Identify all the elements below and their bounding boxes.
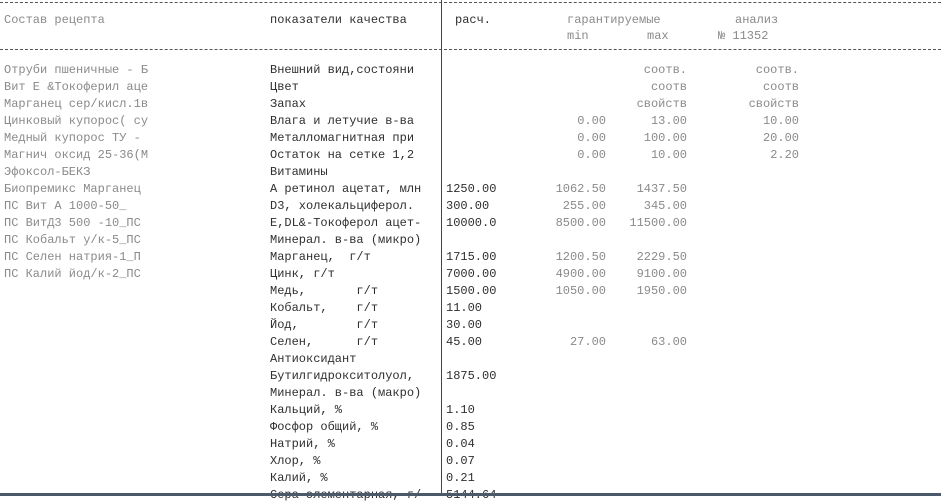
quality-name: Фосфор общий, % — [270, 420, 379, 434]
max-value — [612, 453, 687, 469]
analysis-value — [712, 368, 799, 384]
min-value — [530, 402, 606, 418]
quality-name: Антиоксидант — [270, 352, 357, 366]
calc-value: 7000.00 — [446, 267, 497, 281]
calc-value: 1500.00 — [446, 284, 497, 298]
max-value — [612, 300, 687, 316]
composition-item: ПС Калий йод/к-2_ПС — [4, 267, 141, 281]
analysis-value: свойств — [748, 97, 799, 111]
max-value: 11500.00 — [629, 216, 687, 230]
composition-item: Эфоксол-БЕКЗ — [4, 165, 91, 179]
calc-value — [446, 113, 516, 129]
min-value — [530, 62, 606, 78]
analysis-value — [712, 317, 799, 333]
quality-name: Кобальт, г/т — [270, 301, 379, 315]
min-value: 0.00 — [577, 131, 606, 145]
max-value — [612, 368, 687, 384]
calc-value: 300.00 — [446, 199, 490, 213]
analysis-value — [712, 249, 799, 265]
min-value — [530, 300, 606, 316]
analysis-value: 2.20 — [770, 148, 799, 162]
header-calc: расч. — [455, 13, 492, 27]
max-value: 63.00 — [650, 335, 687, 349]
min-value — [530, 470, 606, 486]
composition-item: Медный купорос ТУ - — [4, 131, 141, 145]
analysis-value — [712, 181, 799, 197]
composition-item: ПС Селен натрия-1_П — [4, 250, 141, 264]
composition-item: ПС Вит А 1000-50_ — [4, 199, 127, 213]
analysis-value — [712, 385, 799, 401]
min-value — [530, 232, 606, 248]
min-value: 4900.00 — [555, 267, 606, 281]
min-value — [530, 368, 606, 384]
calc-value — [446, 96, 516, 112]
min-value: 1050.00 — [555, 284, 606, 298]
min-value: 1200.50 — [555, 250, 606, 264]
min-value: 0.00 — [577, 148, 606, 162]
calc-value: 11.00 — [446, 301, 483, 315]
calc-value — [446, 232, 516, 248]
max-value — [612, 385, 687, 401]
top-rule — [0, 2, 941, 3]
header-quality: показатели качества — [270, 13, 407, 27]
min-value — [530, 351, 606, 367]
min-value: 255.00 — [562, 199, 606, 213]
max-value — [612, 402, 687, 418]
max-value: 100.00 — [643, 131, 687, 145]
calc-value: 0.85 — [446, 420, 475, 434]
calc-value: 1875.00 — [446, 369, 497, 383]
calc-value: 10000.0 — [446, 216, 497, 230]
composition-item: Цинковый купорос( су — [4, 114, 149, 128]
quality-name: Марганец, г/т — [270, 250, 371, 264]
analysis-value — [712, 470, 799, 486]
analysis-value — [712, 198, 799, 214]
max-value: 9100.00 — [636, 267, 687, 281]
max-value: 13.00 — [650, 114, 687, 128]
max-value: 1950.00 — [636, 284, 687, 298]
min-value — [530, 96, 606, 112]
quality-name: А ретинол ацетат, млн — [270, 182, 422, 196]
min-value: 0.00 — [577, 114, 606, 128]
calc-value: 1250.00 — [446, 182, 497, 196]
quality-name: Витамины — [270, 165, 328, 179]
calc-value — [446, 147, 516, 163]
min-value: 1062.50 — [555, 182, 606, 196]
max-value: 2229.50 — [636, 250, 687, 264]
min-value: 8500.00 — [555, 216, 606, 230]
max-value: 345.00 — [643, 199, 687, 213]
min-value — [530, 317, 606, 333]
calc-value: 0.04 — [446, 437, 475, 451]
max-value: свойств — [636, 97, 687, 111]
composition-item: Вит Е &Токоферил аце — [4, 80, 149, 94]
analysis-value — [712, 300, 799, 316]
analysis-value — [712, 402, 799, 418]
header-analysis-number: № 11352 — [718, 29, 769, 43]
quality-name: Йод, г/т — [270, 318, 379, 332]
calc-value — [446, 385, 516, 401]
quality-name: Хлор, % — [270, 454, 321, 468]
max-value — [612, 317, 687, 333]
max-value — [612, 232, 687, 248]
quality-name: Цинк, г/т — [270, 267, 335, 281]
max-value — [612, 351, 687, 367]
calc-value: 1715.00 — [446, 250, 497, 264]
calc-value — [446, 351, 516, 367]
header-min: min — [567, 29, 589, 43]
composition-item: Магнич оксид 25-36(М — [4, 148, 149, 162]
analysis-value — [712, 334, 799, 350]
max-value: соотв. — [643, 63, 687, 77]
max-value — [612, 436, 687, 452]
quality-name: Натрий, % — [270, 437, 335, 451]
analysis-value — [712, 232, 799, 248]
max-value — [612, 164, 687, 180]
calc-value: 1.10 — [446, 403, 475, 417]
composition-item: Марганец сер/кисл.1в — [4, 97, 149, 111]
analysis-value: 10.00 — [762, 114, 799, 128]
calc-value: 0.07 — [446, 454, 475, 468]
quality-name: Медь, г/т — [270, 284, 379, 298]
calc-value — [446, 164, 516, 180]
calc-value — [446, 79, 516, 95]
header-rule — [0, 49, 941, 50]
header-composition: Состав рецепта — [4, 13, 105, 27]
calc-value: 0.21 — [446, 471, 475, 485]
analysis-value — [712, 419, 799, 435]
composition-item: ПС ВитД3 500 -10_ПС — [4, 216, 141, 230]
analysis-value — [712, 283, 799, 299]
min-value — [530, 419, 606, 435]
quality-name: Минерал. в-ва (микро) — [270, 233, 422, 247]
quality-name: Цвет — [270, 80, 299, 94]
max-value: 10.00 — [650, 148, 687, 162]
quality-name: Бутилгидрокситолуол, — [270, 369, 415, 383]
min-value — [530, 385, 606, 401]
quality-name: Запах — [270, 97, 307, 111]
min-value — [530, 79, 606, 95]
calc-value — [446, 62, 516, 78]
header-analysis: анализ — [735, 13, 779, 27]
quality-name: Калий, % — [270, 471, 328, 485]
column-divider — [441, 0, 442, 496]
quality-name: Селен, г/т — [270, 335, 379, 349]
analysis-value — [712, 436, 799, 452]
max-value — [612, 470, 687, 486]
quality-name: Металломагнитная при — [270, 131, 415, 145]
analysis-value — [712, 453, 799, 469]
quality-name: E,DL&-Токоферол ацет- — [270, 216, 422, 230]
min-value — [530, 453, 606, 469]
composition-item: Биопремикс Марганец — [4, 182, 141, 196]
quality-name: Влага и летучие в-ва — [270, 114, 415, 128]
analysis-value — [712, 215, 799, 231]
header-guaranteed: гарантируемые — [567, 13, 661, 27]
max-value — [612, 419, 687, 435]
analysis-value — [712, 266, 799, 282]
min-value — [530, 436, 606, 452]
calc-value — [446, 130, 516, 146]
max-value: 1437.50 — [636, 182, 687, 196]
min-value: 27.00 — [569, 335, 606, 349]
min-value — [530, 164, 606, 180]
header-max: max — [647, 29, 669, 43]
calc-value: 30.00 — [446, 318, 483, 332]
quality-name: D3, холекальциферол. — [270, 199, 415, 213]
analysis-value: соотв. — [755, 63, 799, 77]
quality-name: Остаток на сетке 1,2 — [270, 148, 415, 162]
analysis-value — [712, 351, 799, 367]
analysis-value: 20.00 — [762, 131, 799, 145]
quality-name: Кальций, % — [270, 403, 343, 417]
quality-name: Внешний вид,состояни — [270, 63, 415, 77]
analysis-value: соотв — [762, 80, 799, 94]
max-value: соотв — [650, 80, 687, 94]
composition-item: ПС Кобальт у/к-5_ПС — [4, 233, 141, 247]
quality-name: Минерал. в-ва (макро) — [270, 386, 422, 400]
calc-value: 45.00 — [446, 335, 483, 349]
composition-item: Отруби пшеничные - Б — [4, 63, 149, 77]
analysis-value — [712, 164, 799, 180]
